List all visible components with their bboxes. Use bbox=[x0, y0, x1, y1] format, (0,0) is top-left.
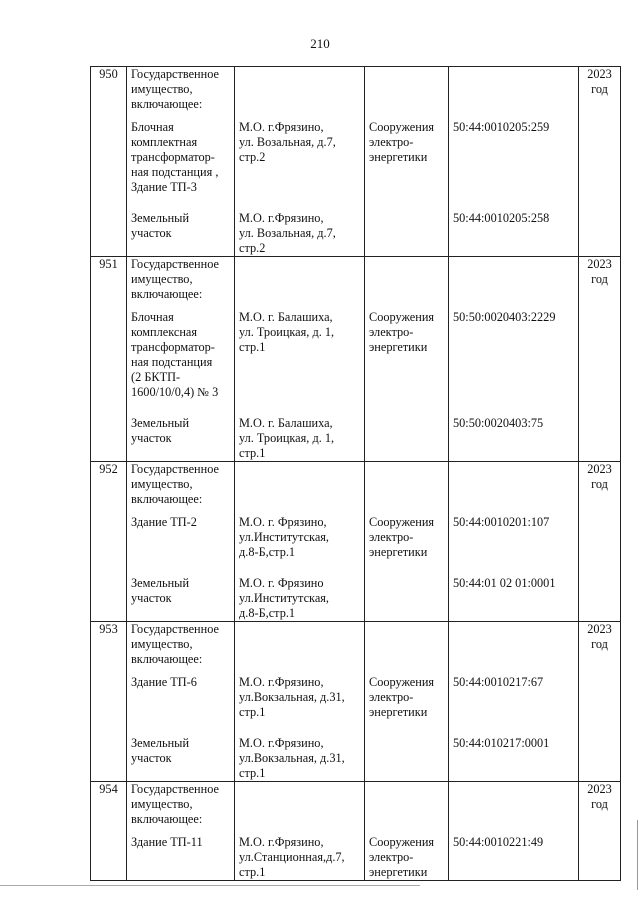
cell-line: стр.1 bbox=[239, 446, 266, 460]
year-cell bbox=[579, 302, 621, 400]
cell-line: трансформатор- bbox=[131, 150, 215, 164]
cell-line: 2023 bbox=[587, 67, 612, 81]
cadastral-cell bbox=[449, 302, 579, 400]
year-cell bbox=[579, 827, 621, 881]
cell-line: трансформатор- bbox=[131, 340, 215, 354]
cell-line: энергетики bbox=[369, 150, 428, 164]
cell-line: комплексная bbox=[131, 325, 198, 339]
scan-artifact-line bbox=[0, 885, 420, 886]
cadastral-cell bbox=[449, 720, 579, 782]
group-title-cell bbox=[127, 782, 235, 828]
cell-line: ул.Вокзальная, д.31, bbox=[239, 690, 345, 704]
cell-line: имущество, bbox=[131, 477, 193, 491]
cell-line: ул.Станционная,д.7, bbox=[239, 850, 345, 864]
cell-line: 2023 bbox=[587, 782, 612, 796]
cell-line: включающее: bbox=[131, 492, 203, 506]
cell-line: имущество, bbox=[131, 797, 193, 811]
cell-line: имущество, bbox=[131, 272, 193, 286]
table-row bbox=[91, 782, 621, 828]
table-row bbox=[91, 507, 621, 560]
purpose-cell bbox=[365, 720, 449, 782]
cell-line: включающее: bbox=[131, 97, 203, 111]
cadastral-cell bbox=[449, 507, 579, 560]
cadastral-cell bbox=[449, 622, 579, 668]
cell-line: энергетики bbox=[369, 705, 428, 719]
year-cell bbox=[579, 720, 621, 782]
cadastral-number: 50:44:010217:0001 bbox=[453, 736, 550, 750]
item-name-cell bbox=[127, 507, 235, 560]
cell-line: Блочная bbox=[131, 120, 174, 134]
cell-line: электро- bbox=[369, 135, 414, 149]
group-title-cell bbox=[127, 622, 235, 668]
cadastral-cell bbox=[449, 400, 579, 462]
cell-line: 2023 bbox=[587, 462, 612, 476]
purpose-cell bbox=[365, 827, 449, 881]
cell-line: участок bbox=[131, 591, 172, 605]
address-cell bbox=[235, 667, 365, 720]
row-number-cell bbox=[91, 462, 127, 508]
row-number-cell bbox=[91, 827, 127, 881]
cell-line: ул.Вокзальная, д.31, bbox=[239, 751, 345, 765]
cell-line: М.О. г.Фрязино, bbox=[239, 211, 324, 225]
purpose-cell bbox=[365, 622, 449, 668]
cell-line: Государственное bbox=[131, 462, 219, 476]
cadastral-cell bbox=[449, 462, 579, 508]
purpose-cell bbox=[365, 507, 449, 560]
year-cell bbox=[579, 112, 621, 195]
address-cell bbox=[235, 400, 365, 462]
cell-line: включающее: bbox=[131, 652, 203, 666]
cell-line: участок bbox=[131, 431, 172, 445]
cell-line: (2 БКТП- bbox=[131, 370, 181, 384]
row-number-cell bbox=[91, 507, 127, 560]
table-row bbox=[91, 112, 621, 195]
cell-line: М.О. г.Фрязино, bbox=[239, 675, 324, 689]
cadastral-cell bbox=[449, 67, 579, 113]
table-row bbox=[91, 67, 621, 113]
cell-line: Земельный bbox=[131, 736, 190, 750]
address-cell bbox=[235, 462, 365, 508]
group-title-cell bbox=[127, 462, 235, 508]
cell-line: имущество, bbox=[131, 637, 193, 651]
cell-line: 1600/10/0,4) № 3 bbox=[131, 385, 219, 399]
cadastral-cell bbox=[449, 560, 579, 622]
address-cell bbox=[235, 622, 365, 668]
purpose-cell bbox=[365, 302, 449, 400]
table-row bbox=[91, 720, 621, 782]
purpose-cell bbox=[365, 462, 449, 508]
row-number-cell bbox=[91, 302, 127, 400]
cell-line: Земельный bbox=[131, 211, 190, 225]
year-cell bbox=[579, 782, 621, 828]
item-name-cell bbox=[127, 560, 235, 622]
cadastral-number: 50:44:0010217:67 bbox=[453, 675, 544, 689]
cadastral-cell bbox=[449, 257, 579, 303]
cell-line: Здание ТП-2 bbox=[131, 515, 197, 529]
cell-line: Сооружения bbox=[369, 675, 435, 689]
cell-line: ул. Троицкая, д. 1, bbox=[239, 431, 335, 445]
table-row bbox=[91, 827, 621, 881]
purpose-cell bbox=[365, 782, 449, 828]
table-row bbox=[91, 622, 621, 668]
cell-line: электро- bbox=[369, 530, 414, 544]
cell-line: Земельный bbox=[131, 576, 190, 590]
item-name-cell bbox=[127, 302, 235, 400]
cadastral-number: 50:44:0010205:259 bbox=[453, 120, 550, 134]
row-number-cell bbox=[91, 720, 127, 782]
cadastral-cell bbox=[449, 195, 579, 257]
cell-line: М.О. г.Фрязино, bbox=[239, 736, 324, 750]
table-row bbox=[91, 400, 621, 462]
item-name-cell bbox=[127, 827, 235, 881]
purpose-cell bbox=[365, 400, 449, 462]
row-number-cell bbox=[91, 400, 127, 462]
purpose-cell bbox=[365, 257, 449, 303]
cell-line: Сооружения bbox=[369, 835, 435, 849]
cell-line: М.О. г. Фрязино bbox=[239, 576, 324, 590]
cell-line: ная подстанция , bbox=[131, 165, 219, 179]
registry-body bbox=[91, 67, 621, 881]
cell-line: год bbox=[591, 82, 608, 96]
row-number-cell bbox=[91, 782, 127, 828]
cell-line: 2023 bbox=[587, 257, 612, 271]
cell-line: энергетики bbox=[369, 340, 428, 354]
cell-line: год bbox=[591, 797, 608, 811]
purpose-cell bbox=[365, 67, 449, 113]
cell-line: ул.Институтская, bbox=[239, 591, 330, 605]
cell-line: год bbox=[591, 272, 608, 286]
cell-line: Государственное bbox=[131, 257, 219, 271]
group-title-cell bbox=[127, 67, 235, 113]
cell-line: М.О. г. Балашиха, bbox=[239, 416, 333, 430]
address-cell bbox=[235, 782, 365, 828]
cell-line: электро- bbox=[369, 325, 414, 339]
table-row bbox=[91, 667, 621, 720]
cell-line: Блочная bbox=[131, 310, 174, 324]
cell-line: участок bbox=[131, 751, 172, 765]
cell-line: имущество, bbox=[131, 82, 193, 96]
cell-line: Сооружения bbox=[369, 120, 435, 134]
item-name-cell bbox=[127, 720, 235, 782]
cell-line: включающее: bbox=[131, 287, 203, 301]
purpose-cell bbox=[365, 560, 449, 622]
purpose-cell bbox=[365, 112, 449, 195]
cell-line: Государственное bbox=[131, 782, 219, 796]
year-cell bbox=[579, 667, 621, 720]
cadastral-number: 50:44:0010201:107 bbox=[453, 515, 550, 529]
year-cell bbox=[579, 507, 621, 560]
cadastral-number: 50:50:0020403:75 bbox=[453, 416, 544, 430]
cell-line: 2023 bbox=[587, 622, 612, 636]
cell-line: Сооружения bbox=[369, 310, 435, 324]
cell-line: М.О. г.Фрязино, bbox=[239, 835, 324, 849]
address-cell bbox=[235, 257, 365, 303]
scan-edge-mark bbox=[637, 820, 638, 890]
row-number-cell bbox=[91, 257, 127, 303]
cadastral-cell bbox=[449, 827, 579, 881]
row-number-cell bbox=[91, 667, 127, 720]
cadastral-number: 50:50:0020403:2229 bbox=[453, 310, 556, 324]
year-cell bbox=[579, 257, 621, 303]
cell-line: электро- bbox=[369, 690, 414, 704]
cell-line: Государственное bbox=[131, 622, 219, 636]
table-row bbox=[91, 195, 621, 257]
row-number-cell bbox=[91, 560, 127, 622]
cell-line: Здание ТП-11 bbox=[131, 835, 203, 849]
cell-line: ул. Троицкая, д. 1, bbox=[239, 325, 335, 339]
row-number: 953 bbox=[99, 622, 118, 636]
cell-line: год bbox=[591, 477, 608, 491]
address-cell bbox=[235, 67, 365, 113]
cadastral-cell bbox=[449, 112, 579, 195]
cell-line: ул. Возальная, д.7, bbox=[239, 135, 336, 149]
row-number: 952 bbox=[99, 462, 118, 476]
year-cell bbox=[579, 67, 621, 113]
table-row bbox=[91, 462, 621, 508]
cell-line: ул. Возальная, д.7, bbox=[239, 226, 336, 240]
cell-line: стр.1 bbox=[239, 340, 266, 354]
cell-line: комплектная bbox=[131, 135, 198, 149]
row-number: 954 bbox=[99, 782, 118, 796]
cadastral-cell bbox=[449, 667, 579, 720]
cell-line: энергетики bbox=[369, 865, 428, 879]
cell-line: стр.1 bbox=[239, 705, 266, 719]
row-number-cell bbox=[91, 622, 127, 668]
cadastral-number: 50:44:0010221:49 bbox=[453, 835, 544, 849]
item-name-cell bbox=[127, 112, 235, 195]
cell-line: д.8-Б,стр.1 bbox=[239, 545, 296, 559]
address-cell bbox=[235, 720, 365, 782]
cell-line: Здание ТП-3 bbox=[131, 180, 197, 194]
item-name-cell bbox=[127, 195, 235, 257]
year-cell bbox=[579, 462, 621, 508]
row-number: 951 bbox=[99, 257, 118, 271]
property-registry-table bbox=[90, 66, 621, 881]
purpose-cell bbox=[365, 195, 449, 257]
page-number: 210 bbox=[310, 36, 330, 51]
row-number-cell bbox=[91, 112, 127, 195]
cell-line: Земельный bbox=[131, 416, 190, 430]
cell-line: ная подстанция bbox=[131, 355, 213, 369]
cell-line: Здание ТП-6 bbox=[131, 675, 197, 689]
cell-line: стр.1 bbox=[239, 766, 266, 780]
row-number-cell bbox=[91, 195, 127, 257]
address-cell bbox=[235, 507, 365, 560]
row-number-cell bbox=[91, 67, 127, 113]
row-number: 950 bbox=[99, 67, 118, 81]
year-cell bbox=[579, 622, 621, 668]
cell-line: участок bbox=[131, 226, 172, 240]
cell-line: Государственное bbox=[131, 67, 219, 81]
address-cell bbox=[235, 560, 365, 622]
cell-line: электро- bbox=[369, 850, 414, 864]
cell-line: включающее: bbox=[131, 812, 203, 826]
cell-line: д.8-Б,стр.1 bbox=[239, 606, 296, 620]
address-cell bbox=[235, 195, 365, 257]
year-cell bbox=[579, 560, 621, 622]
cell-line: М.О. г. Балашиха, bbox=[239, 310, 333, 324]
cell-line: М.О. г.Фрязино, bbox=[239, 120, 324, 134]
cell-line: год bbox=[591, 637, 608, 651]
table-row bbox=[91, 302, 621, 400]
cell-line: стр.1 bbox=[239, 865, 266, 879]
cadastral-cell bbox=[449, 782, 579, 828]
table-row bbox=[91, 257, 621, 303]
year-cell bbox=[579, 400, 621, 462]
address-cell bbox=[235, 112, 365, 195]
cell-line: энергетики bbox=[369, 545, 428, 559]
cell-line: ул.Институтская, bbox=[239, 530, 330, 544]
cadastral-number: 50:44:01 02 01:0001 bbox=[453, 576, 556, 590]
group-title-cell bbox=[127, 257, 235, 303]
item-name-cell bbox=[127, 667, 235, 720]
cadastral-number: 50:44:0010205:258 bbox=[453, 211, 550, 225]
cell-line: М.О. г. Фрязино, bbox=[239, 515, 327, 529]
year-cell bbox=[579, 195, 621, 257]
cell-line: стр.2 bbox=[239, 150, 266, 164]
table-row bbox=[91, 560, 621, 622]
cell-line: Сооружения bbox=[369, 515, 435, 529]
purpose-cell bbox=[365, 667, 449, 720]
item-name-cell bbox=[127, 400, 235, 462]
cell-line: стр.2 bbox=[239, 241, 266, 255]
address-cell bbox=[235, 302, 365, 400]
address-cell bbox=[235, 827, 365, 881]
